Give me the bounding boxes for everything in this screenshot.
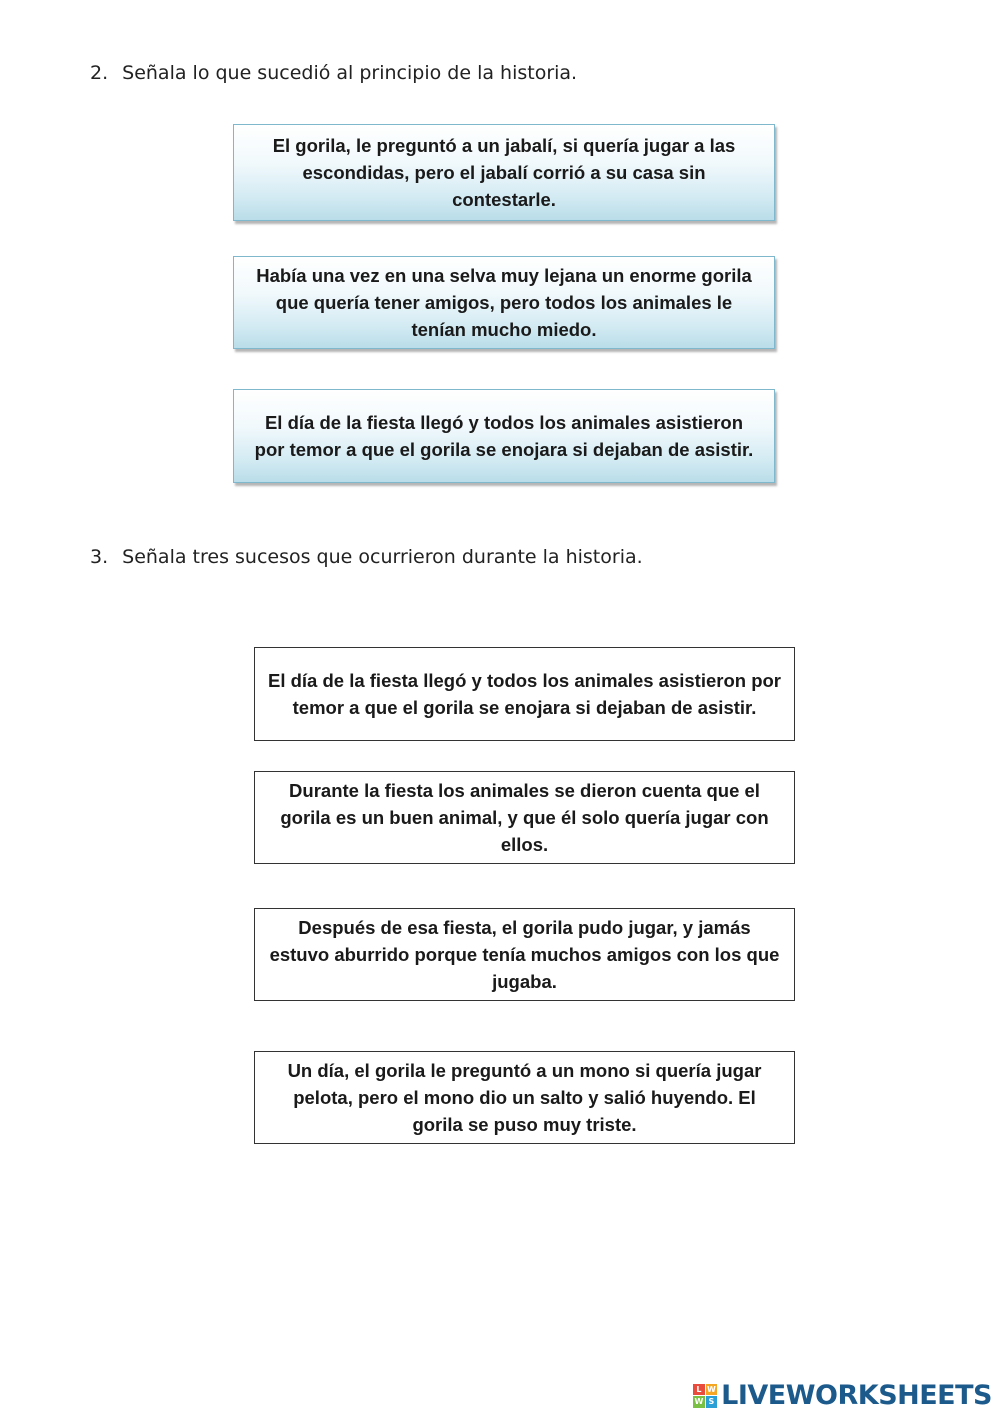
answer-option-q3-3[interactable] (254, 908, 795, 1001)
question-3-prompt (90, 546, 643, 568)
answer-option-q3-1[interactable] (254, 647, 795, 741)
logo-letter: S (706, 1396, 718, 1408)
question-text: Señala tres sucesos que ocurrieron durante la historia. (122, 546, 643, 568)
answer-option-q2-1[interactable] (233, 124, 775, 221)
question-number: 3. (90, 546, 109, 568)
logo-letter: L (693, 1384, 705, 1396)
logo-letter: W (706, 1384, 716, 1394)
answer-option-text: Durante la fiesta los animales se dieron cuenta que el gorila es un buen animal, y que él solo quería jugar con ellos. (280, 780, 769, 855)
answer-option-text: Después de esa fiesta, el gorila pudo jugar, y jamás estuvo aburrido porque tenía muchos amigos con los que jugaba. (269, 917, 780, 992)
logo-letter: W (694, 1397, 704, 1406)
answer-option-text: El gorila, le preguntó a un jabalí, si quería jugar a las escondidas, pero el jabalí corrió a su casa sin contestarle. (272, 135, 736, 210)
question-2-prompt (90, 62, 577, 84)
question-text: Señala lo que sucedió al principio de la historia. (122, 62, 578, 84)
liveworksheets-logo-icon (693, 1384, 717, 1408)
brand-name: LIVEWORKSHEETS (721, 1380, 992, 1411)
answer-option-text: El día de la fiesta llegó y todos los animales asistieron por temor a que el gorila se enojara si dejaban de asistir. (267, 670, 781, 718)
question-number: 2. (90, 62, 109, 84)
liveworksheets-brand (693, 1380, 992, 1411)
answer-option-q2-3[interactable] (233, 389, 775, 483)
answer-option-q3-2[interactable] (254, 771, 795, 864)
answer-option-text: El día de la fiesta llegó y todos los animales asistieron por temor a que el gorila se enojara si dejaban de asistir. (254, 412, 754, 460)
answer-option-text: Un día, el gorila le preguntó a un mono si quería jugar pelota, pero el mono dio un salto y salió huyendo. El gorila se puso muy triste. (287, 1060, 762, 1135)
answer-option-text: Había una vez en una selva muy lejana un enorme gorila que quería tener amigos, pero todos los animales le tenían mucho miedo. (256, 265, 752, 340)
answer-option-q3-4[interactable] (254, 1051, 795, 1144)
answer-option-q2-2[interactable] (233, 256, 775, 349)
